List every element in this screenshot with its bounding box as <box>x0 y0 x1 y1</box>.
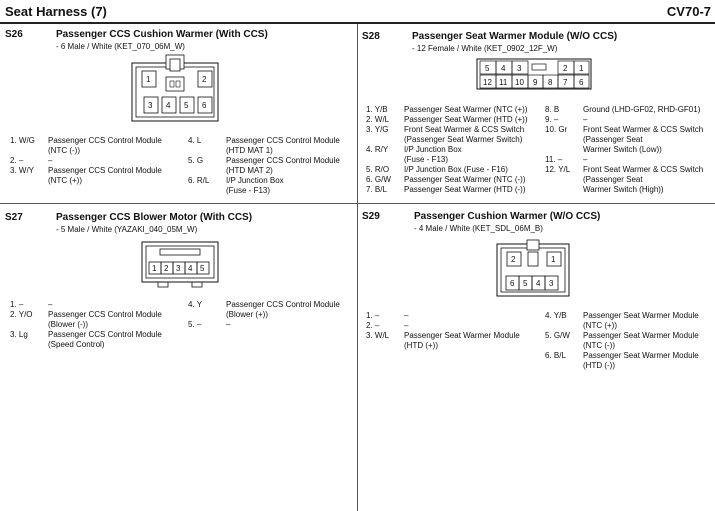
pin-description <box>583 105 700 115</box>
s27-pin-list-left <box>10 300 185 360</box>
pin-description-line: Ground (LHD-GF02, RHD-GF01) <box>583 105 701 114</box>
s29-pin-label: 4 <box>536 279 541 288</box>
s26-pin-list-right <box>188 136 356 196</box>
pin-description <box>583 115 587 125</box>
s28-pin-label: 1 <box>579 64 584 73</box>
s27-pin-label: 1 <box>152 264 157 273</box>
s29-id: S29 <box>362 211 380 222</box>
pin-number: 2. W/L <box>366 115 390 124</box>
s26-pin-label: 3 <box>148 101 153 110</box>
pin-description <box>583 331 699 351</box>
pin-number: 2. Y/O <box>10 310 33 319</box>
pin-description-line: Front Seat Warmer & CCS Switch <box>583 125 704 134</box>
pin-description-line: Passenger CCS Control Module <box>48 310 162 319</box>
s28-pin-label: 12 <box>483 78 492 87</box>
pin-number: 2. – <box>10 156 24 165</box>
s26-pin-list-left <box>10 136 185 196</box>
s27-pin-label: 4 <box>188 264 193 273</box>
pin-description-line: Front Seat Warmer & CCS Switch <box>583 165 704 174</box>
pin-description <box>583 351 699 371</box>
pin-description-line: (HTD (-)) <box>583 361 615 370</box>
pin-number: 9. – <box>545 115 559 124</box>
s27-pin-label: 5 <box>200 264 205 273</box>
pin-description-line: – <box>583 155 588 164</box>
s29-pin-label: 6 <box>510 279 515 288</box>
pin-number: 8. B <box>545 105 560 114</box>
s27-subtitle: - 5 Male / White (YAZAKI_040_05M_W) <box>56 225 198 234</box>
pin-number: 1. – <box>10 300 24 309</box>
pin-description-line: – <box>226 320 231 329</box>
s28-pin-list-left <box>366 105 544 197</box>
pin-description <box>404 145 462 165</box>
pin-number: 4. R/Y <box>366 145 389 154</box>
pin-number: 6. B/L <box>545 351 566 360</box>
s26-subtitle: - 6 Male / White (KET_070_06M_W) <box>56 42 185 51</box>
pin-description-line: Passenger Seat Warmer Module <box>404 331 520 340</box>
s28-pin-label: 10 <box>515 78 524 87</box>
pin-description <box>404 175 526 185</box>
pin-description-line: – <box>48 300 53 309</box>
pin-description-line: Passenger CCS Control Module <box>226 136 340 145</box>
pin-number: 5. R/O <box>366 165 390 174</box>
pin-description-line: (NTC (-)) <box>48 146 80 155</box>
pin-number: 6. R/L <box>188 176 210 185</box>
pin-description-line: (Speed Control) <box>48 340 105 349</box>
pin-number: 3. W/Y <box>10 166 35 175</box>
pin-description <box>404 105 528 115</box>
pin-description <box>48 156 52 166</box>
pin-description <box>583 125 703 155</box>
pin-description-line: Passenger CCS Control Module <box>226 300 340 309</box>
pin-description <box>404 185 526 195</box>
s26-pin-label: 5 <box>184 101 189 110</box>
s29-title: Passenger Cushion Warmer (W/O CCS) <box>414 211 601 222</box>
pin-description-line: (Blower (-)) <box>48 320 88 329</box>
pin-number: 4. L <box>188 136 202 145</box>
s29-pin-list-left <box>366 311 544 371</box>
pin-description-line: Warmer Switch (High)) <box>583 185 664 194</box>
pin-description-line: (HTD (+)) <box>404 341 438 350</box>
s28-pin-label: 5 <box>485 64 490 73</box>
s26-title: Passenger CCS Cushion Warmer (With CCS) <box>56 29 268 40</box>
pin-number: 1. Y/B <box>366 105 388 114</box>
pin-description-line: (Passenger Seat <box>583 135 643 144</box>
pin-description <box>226 156 340 176</box>
s28-pin-label: 11 <box>499 78 508 87</box>
s26-pin-label: 2 <box>202 75 207 84</box>
s26-pin-label: 1 <box>146 75 151 84</box>
pin-description-line: (HTD MAT 2) <box>226 166 273 175</box>
s29-pin-label: 3 <box>549 279 554 288</box>
pin-description-line: (Fuse - F13) <box>226 186 271 195</box>
pin-description-line: Passenger CCS Control Module <box>48 330 162 339</box>
s28-pin-label: 4 <box>501 64 506 73</box>
pin-description-line: (NTC (-)) <box>583 341 615 350</box>
s28-connector-diagram <box>474 56 594 92</box>
pin-number: 7. B/L <box>366 185 387 194</box>
s28-pin-label: 8 <box>548 78 553 87</box>
pin-description-line: I/P Junction Box <box>226 176 284 185</box>
pin-description-line: (HTD MAT 1) <box>226 146 273 155</box>
pin-description <box>404 165 508 175</box>
s27-pin-list-right <box>188 300 356 360</box>
pin-description-line: Passenger CCS Control Module <box>48 166 162 175</box>
s27-connector-diagram <box>140 240 220 290</box>
row-divider-left <box>0 203 357 204</box>
pin-number: 1. W/G <box>10 136 35 145</box>
pin-description-line: Passenger CCS Control Module <box>226 156 340 165</box>
column-divider <box>357 24 358 511</box>
s28-title: Passenger Seat Warmer Module (W/O CCS) <box>412 31 618 42</box>
s29-subtitle: - 4 Male / White (KET_SDL_06M_B) <box>414 224 543 233</box>
s28-pin-label: 6 <box>579 78 584 87</box>
pin-description-line: Passenger Seat Warmer (NTC (-)) <box>404 175 526 184</box>
pin-number: 5. G/W <box>545 331 570 340</box>
s27-pin-label: 2 <box>164 264 169 273</box>
pin-number: 5. – <box>188 320 202 329</box>
pin-description-line: Passenger Seat Warmer Module <box>583 351 699 360</box>
pin-description <box>48 136 162 156</box>
s29-pin-label: 1 <box>551 255 556 264</box>
pin-description <box>404 331 520 351</box>
pin-description-line: Passenger Seat Warmer (HTD (-)) <box>404 185 526 194</box>
s27-id: S27 <box>5 212 23 223</box>
pin-description-line: Passenger Seat Warmer Module <box>583 331 699 340</box>
pin-description-line: (Fuse - F13) <box>404 155 449 164</box>
s29-connector-diagram <box>495 238 571 300</box>
s28-pin-label: 7 <box>563 78 568 87</box>
s28-id: S28 <box>362 31 380 42</box>
pin-description-line: I/P Junction Box (Fuse - F16) <box>404 165 508 174</box>
s26-id: S26 <box>5 29 23 40</box>
row-divider-right <box>358 203 715 204</box>
pin-number: 10. Gr <box>545 125 568 134</box>
pin-number: 3. W/L <box>366 331 390 340</box>
pin-description <box>404 125 524 145</box>
s28-subtitle: - 12 Female / White (KET_0902_12F_W) <box>412 44 558 53</box>
pin-description <box>48 330 162 350</box>
s28-pin-label: 3 <box>517 64 522 73</box>
pin-number: 3. Y/G <box>366 125 389 134</box>
s28-pin-label: 9 <box>533 78 538 87</box>
pin-number: 2. – <box>366 321 380 330</box>
pin-description-line: (NTC (+)) <box>583 321 617 330</box>
pin-description-line: – <box>583 115 588 124</box>
pin-description-line: Passenger Seat Warmer Module <box>583 311 699 320</box>
s27-title: Passenger CCS Blower Motor (With CCS) <box>56 212 253 223</box>
pin-description-line: Warmer Switch (Low)) <box>583 145 662 154</box>
pin-description <box>404 311 408 321</box>
pin-description <box>226 300 340 320</box>
pin-description-line: (NTC (+)) <box>48 176 82 185</box>
page-title: Seat Harness (7) <box>5 4 107 19</box>
pin-description-line: (Blower (+)) <box>226 310 269 319</box>
pin-number: 5. G <box>188 156 204 165</box>
pin-description <box>583 311 699 331</box>
pin-number: 4. Y/B <box>545 311 567 320</box>
pin-description <box>404 115 528 125</box>
s26-pin-label: 4 <box>166 101 171 110</box>
pin-description-line: (Passenger Seat Warmer Switch) <box>404 135 523 144</box>
s29-pin-label: 5 <box>523 279 528 288</box>
s27-pin-label: 3 <box>176 264 181 273</box>
page-code: CV70-7 <box>666 4 711 19</box>
page-header <box>0 0 715 24</box>
pin-description-line: Passenger Seat Warmer (HTD (+)) <box>404 115 528 124</box>
pin-description-line: – <box>404 321 409 330</box>
pin-number: 1. – <box>366 311 380 320</box>
pin-description <box>226 176 284 196</box>
pin-description <box>404 321 408 331</box>
s26-connector-diagram <box>130 53 220 125</box>
s29-pin-list-right <box>545 311 713 381</box>
pin-number: 3. Lg <box>10 330 28 339</box>
s28-pin-label: 2 <box>563 64 568 73</box>
pin-description-line: Passenger Seat Warmer (NTC (+)) <box>404 105 528 114</box>
pin-description <box>48 310 162 330</box>
pin-description <box>226 136 340 156</box>
s28-pin-list-right <box>545 105 713 197</box>
pin-description-line: I/P Junction Box <box>404 145 462 154</box>
pin-number: 6. G/W <box>366 175 391 184</box>
pin-number: 12. Y/L <box>545 165 571 174</box>
pin-description <box>583 165 703 195</box>
pin-number: 4. Y <box>188 300 203 309</box>
pin-description <box>226 320 230 330</box>
pin-number: 11. – <box>545 155 563 164</box>
pin-description <box>48 300 52 310</box>
pin-description-line: Passenger CCS Control Module <box>48 136 162 145</box>
pin-description <box>48 166 162 186</box>
pin-description-line: Front Seat Warmer & CCS Switch <box>404 125 525 134</box>
pin-description-line: – <box>48 156 53 165</box>
s26-pin-label: 6 <box>202 101 207 110</box>
s29-pin-label: 2 <box>511 255 516 264</box>
pin-description-line: (Passenger Seat <box>583 175 643 184</box>
pin-description-line: – <box>404 311 409 320</box>
pin-description <box>583 155 587 165</box>
